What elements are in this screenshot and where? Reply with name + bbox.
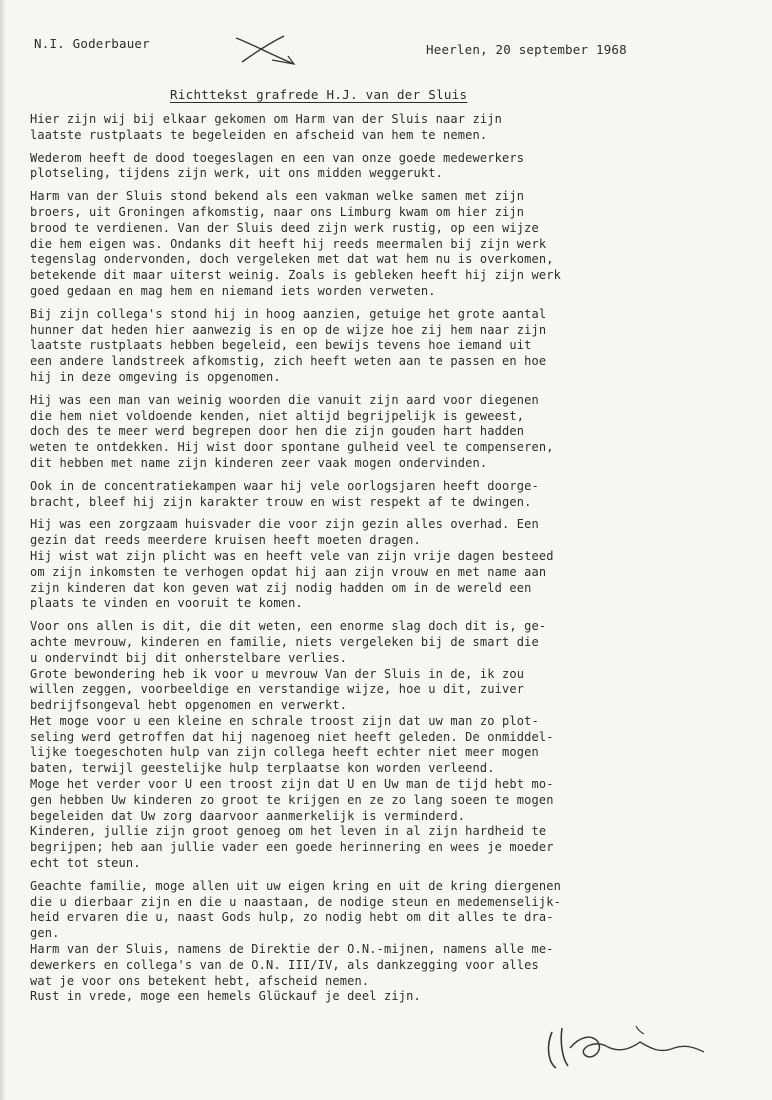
- paragraph: [30, 151, 750, 183]
- text-line: laatste rustplaats hebben begeleid, een bewijs tevens hoe iemand uit: [30, 338, 532, 353]
- text-line: achte mevrouw, kinderen en familie, niets vergeleken bij de smart die: [30, 634, 539, 649]
- text-line: die u dierbaar zijn en die u naastaan, de nodige steun en medemenselijk-: [30, 894, 561, 909]
- text-line: dit hebben met name zijn kinderen zeer vaak mogen ondervinden.: [30, 455, 488, 470]
- text-line: lijke toegeschoten hulp van zijn collega heeft echter niet meer mogen: [30, 745, 539, 760]
- text-line: doch des te meer werd begrepen door hen die zijn gouden hart hadden: [30, 424, 525, 439]
- text-line: Harm van der Sluis, namens de Direktie der O.N.-mijnen, namens alle me-: [30, 942, 554, 957]
- text-line: een andere landstreek afkomstig, zich heeft weten aan te passen en hoe: [30, 354, 547, 369]
- text-line: Voor ons allen is dit, die dit weten, een enorme slag doch dit is, ge-: [30, 619, 547, 634]
- text-line: gen.: [30, 926, 60, 941]
- text-line: gen hebben Uw kinderen zo groot te krijgen en ze zo lang soeen te mogen: [30, 792, 554, 807]
- place-date: Heerlen, 20 september 1968: [426, 42, 627, 57]
- text-line: Geachte familie, moge allen uit uw eigen kring en uit de kring diergenen: [30, 878, 561, 893]
- document-title: Richttekst grafrede H.J. van der Sluis: [170, 87, 468, 102]
- text-line: wat je voor ons betekent hebt, afscheid nemen.: [30, 973, 370, 988]
- text-line: plaats te vinden en vooruit te komen.: [30, 596, 303, 611]
- paragraph: [30, 112, 750, 144]
- paragraph: [30, 619, 750, 872]
- text-line: Hij was een zorgzaam huisvader die voor zijn gezin alles overhad. Een: [30, 517, 539, 532]
- text-line: Hij was een man van weinig woorden die vanuit zijn aard voor diegenen: [30, 392, 539, 407]
- text-line: echt tot steun.: [30, 856, 141, 871]
- text-line: Wederom heeft de dood toegeslagen en een van onze goede medewerkers: [30, 150, 525, 165]
- text-line: laatste rustplaats te begeleiden en afscheid van hem te nemen.: [30, 127, 488, 142]
- text-line: goed gedaan en mag hem en niemand iets worden verweten.: [30, 283, 436, 298]
- text-line: Grote bewondering heb ik voor u mevrouw Van der Sluis in de, ik zou: [30, 666, 525, 681]
- text-line: Het moge voor u een kleine en schrale troost zijn dat uw man zo plot-: [30, 713, 539, 728]
- scan-edge-shadow: [0, 0, 6, 1100]
- text-line: zijn kinderen dat kon geven wat zij nodig hadden om in de wereld een: [30, 580, 532, 595]
- text-line: Rust in vrede, moge een hemels Glückauf je deel zijn.: [30, 989, 421, 1004]
- text-line: gezin dat reeds meerdere kruisen heeft moeten dragen.: [30, 533, 421, 548]
- paragraph: [30, 189, 750, 300]
- text-line: u ondervindt bij dit onherstelbare verlies.: [30, 650, 348, 665]
- text-line: baten, terwijl geestelijke hulp terplaatse kon worden verleend.: [30, 761, 495, 776]
- text-line: begrijpen; heb aan jullie vader een goede herinnering en wees je moeder: [30, 840, 554, 855]
- text-line: bedrijfsongeval hebt opgenomen en verwerkt.: [30, 698, 348, 713]
- text-line: plotseling, tijdens zijn werk, uit ons midden weggerukt.: [30, 166, 443, 181]
- text-line: willen zeggen, voorbeeldige en verstandige wijze, hoe u dit, zuiver: [30, 682, 525, 697]
- text-line: seling werd getroffen dat hij nagenoeg niet heeft geleden. De onmiddel-: [30, 729, 554, 744]
- body-text: [30, 112, 750, 1012]
- author-name: N.I. Goderbauer: [34, 36, 150, 51]
- paragraph: [30, 307, 750, 386]
- text-line: dewerkers en collega's van de O.N. III/IV, als dankzegging voor alles: [30, 957, 539, 972]
- text-line: Kinderen, jullie zijn groot genoeg om het leven in al zijn hardheid te: [30, 824, 547, 839]
- pen-mark-icon: [232, 30, 302, 70]
- text-line: begeleiden dat Uw zorg daarvoor aanmerkelijk is verminderd.: [30, 808, 466, 823]
- text-line: heid ervaren die u, naast Gods hulp, zo nodig hebt om dit alles te dra-: [30, 910, 554, 925]
- paragraph: [30, 879, 750, 1005]
- text-line: hij in deze omgeving is opgenomen.: [30, 369, 281, 384]
- text-line: tegenslag ondervonden, doch vergeleken met dat wat hem nu is overkomen,: [30, 252, 554, 267]
- text-line: die hem niet voldoende kenden, niet altijd begrijpelijk is geweest,: [30, 408, 525, 423]
- text-line: bracht, bleef hij zijn karakter trouw en wist respekt af te dwingen.: [30, 494, 532, 509]
- text-line: weten te ontdekken. Hij wist door spontane gulheid veel te compenseren,: [30, 440, 554, 455]
- paragraph: [30, 479, 750, 511]
- paragraph: [30, 517, 750, 612]
- text-line: hunner dat heden hier aanwezig is en op de wijze hoe zij hem naar zijn: [30, 322, 547, 337]
- text-line: Hier zijn wij bij elkaar gekomen om Harm van der Sluis naar zijn: [30, 112, 502, 126]
- text-line: die hem eigen was. Ondanks dit heeft hij reeds meermalen bij zijn werk: [30, 236, 547, 251]
- paragraph: [30, 393, 750, 472]
- text-line: om zijn inkomsten te verhogen opdat hij aan zijn vrouw en met name aan: [30, 564, 547, 579]
- text-line: Ook in de concentratiekampen waar hij vele oorlogsjaren heeft doorge-: [30, 478, 539, 493]
- text-line: betekende dit maar uiterst weinig. Zoals is gebleken heeft hij zijn werk: [30, 268, 561, 283]
- text-line: Harm van der Sluis stond bekend als een vakman welke samen met zijn: [30, 189, 525, 204]
- text-line: broers, uit Groningen afkomstig, naar ons Limburg kwam om hier zijn: [30, 204, 525, 219]
- text-line: Moge het verder voor U een troost zijn dat U en Uw man de tijd hebt mo-: [30, 777, 554, 792]
- handwritten-signature-icon: [540, 1018, 710, 1078]
- text-line: Hij wist wat zijn plicht was en heeft vele van zijn vrije dagen besteed: [30, 548, 554, 563]
- text-line: brood te verdienen. Van der Sluis deed zijn werk rustig, op een wijze: [30, 220, 539, 235]
- text-line: Bij zijn collega's stond hij in hoog aanzien, getuige het grote aantal: [30, 306, 547, 321]
